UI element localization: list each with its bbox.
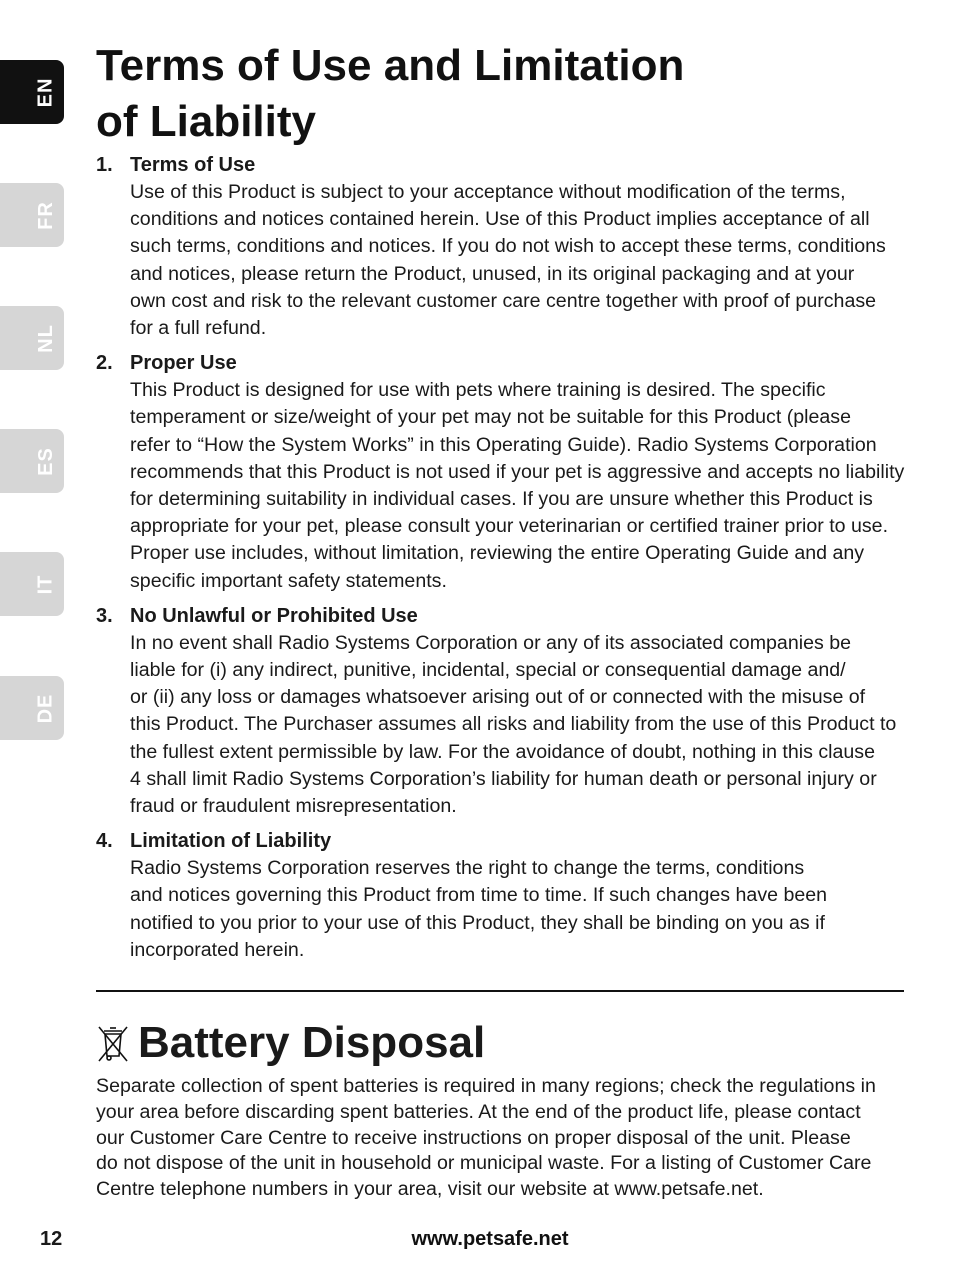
text-line: our Customer Care Centre to receive instructions on proper disposal of the unit. Please	[96, 1126, 851, 1149]
text-line: liable for (i) any indirect, punitive, incidental, special or consequential damage and/	[130, 659, 846, 682]
section-heading	[96, 828, 908, 855]
section-heading	[96, 603, 908, 630]
page-title	[96, 38, 856, 150]
text-line: and notices governing this Product from time to time. If such changes have been	[130, 884, 828, 907]
footer-url-text[interactable]: www.petsafe.net	[411, 1228, 569, 1250]
tab-label: EN	[34, 77, 57, 107]
battery-disposal-title: Battery Disposal	[138, 1018, 486, 1067]
text-line: notified to you prior to your use of this Product, they shall be binding on you as if	[130, 911, 825, 934]
tab-es[interactable]	[0, 429, 64, 493]
tab-it[interactable]	[0, 552, 64, 616]
text-line: Centre telephone numbers in your area, visit our website at www.petsafe.net.	[96, 1178, 764, 1201]
tab-label: IT	[34, 574, 57, 594]
text-line: conditions and notices contained herein. Use of this Product implies acceptance of all	[130, 208, 870, 231]
section-body	[130, 377, 908, 595]
text-line: Use of this Product is subject to your acceptance without modification of the terms,	[130, 181, 846, 203]
tab-fr[interactable]	[0, 183, 64, 247]
section-title: Proper Use	[130, 352, 237, 375]
text-line: do not dispose of the unit in household or municipal waste. For a listing of Customer Care	[96, 1152, 872, 1175]
text-line: the fullest extent permissible by law. For the avoidance of doubt, nothing in this clause	[130, 740, 875, 763]
terms-section	[96, 828, 908, 964]
text-line: for a full refund.	[130, 317, 267, 340]
section-number: 4.	[96, 830, 113, 853]
battery-disposal-heading	[96, 1016, 485, 1070]
section-title: Terms of Use	[130, 154, 256, 176]
text-line: recommends that this Product is not used if your pet is aggressive and accepts no liability	[130, 460, 905, 483]
text-line: incorporated herein.	[130, 938, 305, 961]
text-line: fraud or fraudulent misrepresentation.	[130, 795, 457, 818]
text-line: specific important safety statements.	[130, 569, 447, 592]
text-line: or (ii) any loss or damages whatsoever arising out of or connected with the misuse of	[130, 686, 866, 709]
tab-de[interactable]	[0, 676, 64, 740]
terms-section	[96, 152, 908, 342]
title-line-1: Terms of Use and Limitation	[96, 41, 685, 90]
text-line: this Product. The Purchaser assumes all risks and liability from the use of this Product to	[130, 713, 897, 736]
section-divider	[96, 990, 904, 992]
text-line: own cost and risk to the relevant customer care centre together with proof of purchase	[130, 289, 877, 312]
tab-label: FR	[34, 200, 57, 230]
text-line: 4 shall limit Radio Systems Corporation’s liability for human death or personal injury or	[130, 767, 877, 790]
section-title: No Unlawful or Prohibited Use	[130, 604, 418, 627]
text-line: appropriate for your pet, please consult your veterinarian or certified trainer prior to use.	[130, 515, 889, 538]
text-line: refer to “How the System Works” in this Operating Guide). Radio Systems Corporation	[130, 433, 877, 456]
text-line: temperament or size/weight of your pet may not be suitable for this Product (please	[130, 406, 851, 429]
section-number: 1.	[96, 154, 113, 176]
tab-label: ES	[34, 446, 57, 476]
page-number: 12	[40, 1228, 63, 1250]
text-line: such terms, conditions and notices. If you do not wish to accept these terms, conditions	[130, 235, 886, 258]
section-title: Limitation of Liability	[130, 830, 332, 853]
crossed-out-wheelie-bin-icon	[96, 1023, 130, 1063]
terms-section	[96, 603, 908, 820]
tab-label: NL	[34, 323, 57, 353]
title-line-2: of Liability	[96, 97, 316, 146]
section-body	[130, 855, 908, 964]
section-body	[130, 630, 908, 820]
text-line: and notices, please return the Product, unused, in its original packaging and at your	[130, 262, 855, 285]
tab-en[interactable]	[0, 60, 64, 124]
text-line: your area before discarding spent batteries. At the end of the product life, please contact	[96, 1100, 861, 1123]
section-heading	[96, 152, 908, 179]
battery-disposal-text	[96, 1074, 896, 1203]
section-number: 2.	[96, 352, 113, 375]
section-body	[130, 179, 908, 342]
section-heading	[96, 350, 908, 377]
text-line: This Product is designed for use with pets where training is desired. The specific	[130, 379, 826, 402]
text-line: Separate collection of spent batteries is required in many regions; check the regulations in	[96, 1075, 876, 1097]
text-line: Radio Systems Corporation reserves the right to change the terms, conditions	[130, 857, 805, 880]
section-number: 3.	[96, 604, 113, 627]
footer-website	[0, 1228, 954, 1251]
tab-label: DE	[34, 693, 57, 723]
terms-sections	[96, 152, 908, 972]
text-line: In no event shall Radio Systems Corporation or any of its associated companies be	[130, 631, 851, 654]
text-line: for determining suitability in individual cases. If you are unsure whether this Product is	[130, 488, 873, 511]
terms-section	[96, 350, 908, 595]
tab-nl[interactable]	[0, 306, 64, 370]
text-line: Proper use includes, without limitation, reviewing the entire Operating Guide and any	[130, 542, 865, 565]
